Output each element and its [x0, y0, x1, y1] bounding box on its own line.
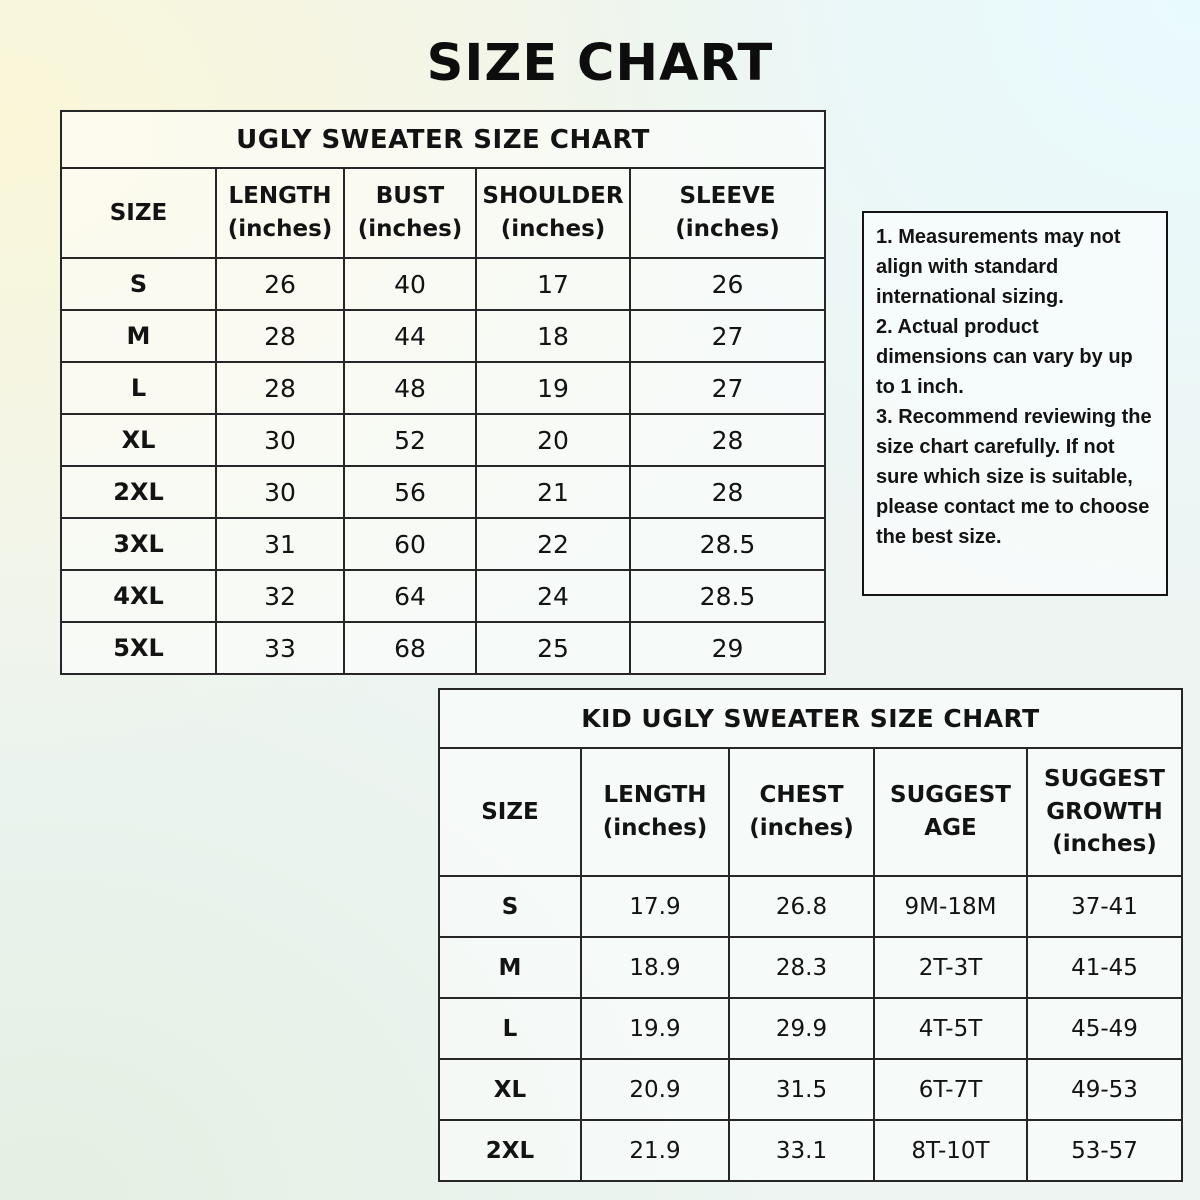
column-header-line: (inches): [357, 216, 463, 242]
table-row: [61, 622, 825, 674]
value-cell: 21: [476, 466, 630, 518]
value-cell: 31: [216, 518, 344, 570]
column-header-line: AGE: [924, 815, 977, 841]
value-cell: 4T-5T: [874, 998, 1027, 1059]
value-cell: 31.5: [729, 1059, 874, 1120]
column-header: [344, 168, 476, 258]
table-row: [439, 937, 1182, 998]
value-cell: 28: [216, 310, 344, 362]
size-cell: 2XL: [61, 466, 216, 518]
size-cell: M: [439, 937, 581, 998]
value-cell: 28.5: [630, 570, 825, 622]
column-header: [630, 168, 825, 258]
column-header-line: (inches): [602, 815, 708, 841]
value-cell: 21.9: [581, 1120, 729, 1181]
size-cell: XL: [61, 414, 216, 466]
value-cell: 52: [344, 414, 476, 466]
value-cell: 6T-7T: [874, 1059, 1027, 1120]
table-row: [61, 570, 825, 622]
value-cell: 33.1: [729, 1120, 874, 1181]
size-cell: XL: [439, 1059, 581, 1120]
size-cell: L: [61, 362, 216, 414]
column-header-line: SIZE: [109, 199, 168, 226]
value-cell: 33: [216, 622, 344, 674]
value-cell: 28: [216, 362, 344, 414]
column-header-line: SHOULDER: [482, 183, 624, 210]
kid-header-row: [439, 748, 1182, 876]
value-cell: 2T-3T: [874, 937, 1027, 998]
column-header-line: (inches): [749, 815, 854, 841]
value-cell: 9M-18M: [874, 876, 1027, 937]
column-header: [61, 168, 216, 258]
size-cell: 3XL: [61, 518, 216, 570]
value-cell: 48: [344, 362, 476, 414]
value-cell: 19: [476, 362, 630, 414]
table-row: [61, 362, 825, 414]
adult-table-title: UGLY SWEATER SIZE CHART: [61, 111, 825, 168]
table-row: [61, 310, 825, 362]
value-cell: 44: [344, 310, 476, 362]
column-header-line: LENGTH: [228, 183, 332, 210]
value-cell: 37-41: [1027, 876, 1182, 937]
value-cell: 60: [344, 518, 476, 570]
value-cell: 18.9: [581, 937, 729, 998]
note-item-1: 1. Measurements may not align with standard international sizing.: [876, 226, 1121, 308]
value-cell: 64: [344, 570, 476, 622]
column-header-line: SIZE: [481, 798, 539, 825]
page-title: SIZE CHART: [426, 34, 774, 93]
column-header-line: (inches): [1052, 831, 1157, 858]
value-cell: 28.5: [630, 518, 825, 570]
value-cell: 32: [216, 570, 344, 622]
value-cell: 68: [344, 622, 476, 674]
value-cell: 45-49: [1027, 998, 1182, 1059]
notes-box: [862, 211, 1168, 596]
value-cell: 56: [344, 466, 476, 518]
column-header: [874, 748, 1027, 876]
value-cell: 20.9: [581, 1059, 729, 1120]
value-cell: 19.9: [581, 998, 729, 1059]
kid-table-title: KID UGLY SWEATER SIZE CHART: [439, 689, 1182, 748]
value-cell: 40: [344, 258, 476, 310]
note-item-2: 2. Actual product dimensions can vary by up to 1 inch.: [876, 316, 1133, 398]
column-header-line: SUGGEST: [890, 782, 1011, 809]
value-cell: 22: [476, 518, 630, 570]
size-cell: 2XL: [439, 1120, 581, 1181]
adult-size-table: [60, 110, 826, 675]
value-cell: 26: [630, 258, 825, 310]
value-cell: 30: [216, 414, 344, 466]
value-cell: 28: [630, 414, 825, 466]
value-cell: 17: [476, 258, 630, 310]
column-header-line: GROWTH: [1046, 798, 1163, 825]
value-cell: 49-53: [1027, 1059, 1182, 1120]
value-cell: 25: [476, 622, 630, 674]
kid-table-title-row: [439, 689, 1182, 748]
table-row: [439, 876, 1182, 937]
column-header-line: (inches): [675, 216, 780, 242]
column-header-line: LENGTH: [603, 782, 707, 809]
table-row: [61, 518, 825, 570]
value-cell: 29: [630, 622, 825, 674]
size-cell: L: [439, 998, 581, 1059]
column-header-line: CHEST: [759, 782, 844, 809]
adult-table-title-row: [61, 111, 825, 168]
size-cell: S: [61, 258, 216, 310]
value-cell: 41-45: [1027, 937, 1182, 998]
value-cell: 30: [216, 466, 344, 518]
size-cell: 5XL: [61, 622, 216, 674]
value-cell: 29.9: [729, 998, 874, 1059]
size-cell: S: [439, 876, 581, 937]
value-cell: 8T-10T: [874, 1120, 1027, 1181]
value-cell: 24: [476, 570, 630, 622]
note-item-3: 3. Recommend reviewing the size chart carefully. If not sure which size is suitable, please contact me to choose the best size.: [876, 406, 1152, 548]
table-row: [439, 1120, 1182, 1181]
value-cell: 26.8: [729, 876, 874, 937]
column-header: [729, 748, 874, 876]
table-row: [61, 414, 825, 466]
value-cell: 27: [630, 362, 825, 414]
size-cell: M: [61, 310, 216, 362]
value-cell: 27: [630, 310, 825, 362]
column-header-line: SLEEVE: [679, 183, 776, 210]
table-row: [439, 1059, 1182, 1120]
value-cell: 17.9: [581, 876, 729, 937]
table-row: [61, 258, 825, 310]
table-row: [61, 466, 825, 518]
column-header: [1027, 748, 1182, 876]
column-header: [439, 748, 581, 876]
column-header-line: (inches): [500, 216, 606, 242]
value-cell: 26: [216, 258, 344, 310]
adult-header-row: [61, 168, 825, 258]
value-cell: 53-57: [1027, 1120, 1182, 1181]
kid-size-table: [438, 688, 1183, 1182]
size-cell: 4XL: [61, 570, 216, 622]
value-cell: 18: [476, 310, 630, 362]
column-header-line: (inches): [227, 216, 333, 242]
table-row: [439, 998, 1182, 1059]
value-cell: 20: [476, 414, 630, 466]
column-header: [581, 748, 729, 876]
column-header-line: BUST: [375, 183, 445, 210]
column-header-line: SUGGEST: [1044, 766, 1165, 793]
column-header: [216, 168, 344, 258]
value-cell: 28.3: [729, 937, 874, 998]
column-header: [476, 168, 630, 258]
value-cell: 28: [630, 466, 825, 518]
